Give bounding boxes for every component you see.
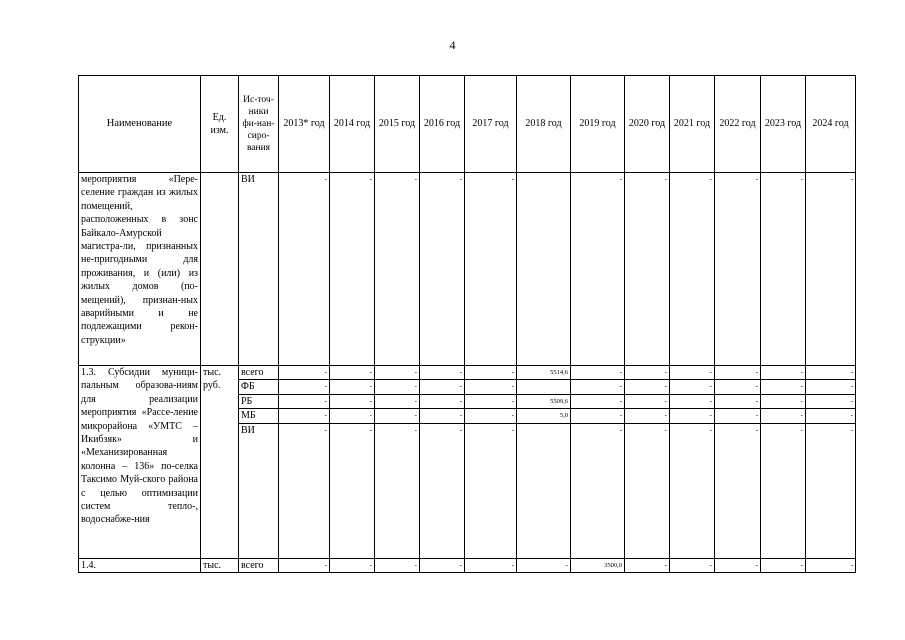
value-cell: -: [375, 380, 420, 394]
value-cell: -: [420, 409, 465, 423]
value-cell: 5,0: [517, 409, 571, 423]
value-cell: -: [279, 394, 330, 408]
value-cell: -: [279, 366, 330, 380]
value-cell: -: [715, 380, 761, 394]
value-cell: -: [420, 380, 465, 394]
value-cell: -: [761, 423, 806, 558]
value-cell: -: [465, 558, 517, 572]
page-number: 4: [449, 38, 456, 52]
value-cell: -: [330, 558, 375, 572]
value-cell: -: [715, 409, 761, 423]
value-cell: -: [571, 423, 625, 558]
value-cell: -: [715, 423, 761, 558]
value-cell: -: [420, 558, 465, 572]
unit-cell: тыс. руб.: [201, 366, 239, 559]
value-cell: 3500,0: [571, 558, 625, 572]
value-cell: -: [375, 366, 420, 380]
value-cell: -: [420, 173, 465, 366]
value-cell: -: [761, 558, 806, 572]
value-cell: -: [715, 366, 761, 380]
table-row: [79, 558, 856, 572]
value-cell: -: [571, 394, 625, 408]
source-cell: ВИ: [239, 423, 279, 558]
value-cell: -: [571, 409, 625, 423]
value-cell: [517, 173, 571, 366]
header-source: Ис-точ-ники фи-нан-сиро-вания: [239, 76, 279, 173]
value-cell: -: [375, 558, 420, 572]
value-cell: 5509,6: [517, 394, 571, 408]
value-cell: -: [625, 394, 670, 408]
value-cell: -: [625, 173, 670, 366]
value-cell: -: [761, 380, 806, 394]
source-cell: всего: [239, 366, 279, 380]
value-cell: -: [761, 366, 806, 380]
table-row: [79, 366, 856, 380]
value-cell: -: [375, 173, 420, 366]
header-year: 2013* год: [279, 76, 330, 173]
value-cell: -: [571, 366, 625, 380]
header-year: 2019 год: [571, 76, 625, 173]
value-cell: -: [806, 409, 856, 423]
measure-name: 1.3. Субсидии муници-пальным образова-ниям для реализации мероприятия «Рассе-ление микрорайона «УМТС – Икибзяк» и «Механизированная колонна – 136» по-селка Таксимо Муй-ского района с целью оптимизации систем тепло-, водоснабже-ния: [79, 366, 201, 559]
unit-cell: [201, 173, 239, 366]
value-cell: -: [806, 394, 856, 408]
value-cell: -: [806, 423, 856, 558]
value-cell: -: [670, 366, 715, 380]
value-cell: -: [806, 558, 856, 572]
funding-table: [78, 75, 856, 573]
header-unit: Ед. изм.: [201, 76, 239, 173]
value-cell: -: [330, 366, 375, 380]
value-cell: -: [761, 409, 806, 423]
value-cell: -: [465, 394, 517, 408]
value-cell: -: [670, 409, 715, 423]
value-cell: -: [715, 558, 761, 572]
header-year: 2024 год: [806, 76, 856, 173]
source-cell: МБ: [239, 409, 279, 423]
source-cell: ВИ: [239, 173, 279, 366]
value-cell: -: [465, 423, 517, 558]
value-cell: -: [625, 423, 670, 558]
value-cell: -: [375, 394, 420, 408]
value-cell: -: [375, 409, 420, 423]
value-cell: -: [806, 366, 856, 380]
value-cell: -: [670, 423, 715, 558]
value-cell: -: [625, 409, 670, 423]
value-cell: -: [761, 394, 806, 408]
header-year: 2014 год: [330, 76, 375, 173]
header-year: 2016 год: [420, 76, 465, 173]
value-cell: -: [279, 173, 330, 366]
value-cell: -: [330, 173, 375, 366]
header-year: 2018 год: [517, 76, 571, 173]
table-row: [79, 173, 856, 366]
source-cell: ФБ: [239, 380, 279, 394]
value-cell: [517, 423, 571, 558]
source-cell: РБ: [239, 394, 279, 408]
value-cell: -: [279, 409, 330, 423]
value-cell: [517, 380, 571, 394]
value-cell: -: [465, 409, 517, 423]
value-cell: 5514,6: [517, 366, 571, 380]
unit-cell: тыс.: [201, 558, 239, 572]
value-cell: -: [420, 423, 465, 558]
value-cell: -: [517, 558, 571, 572]
value-cell: -: [625, 366, 670, 380]
header-year: 2017 год: [465, 76, 517, 173]
value-cell: -: [806, 173, 856, 366]
value-cell: -: [715, 173, 761, 366]
value-cell: -: [420, 394, 465, 408]
header-year: 2021 год: [670, 76, 715, 173]
value-cell: -: [670, 173, 715, 366]
value-cell: -: [571, 173, 625, 366]
value-cell: -: [279, 558, 330, 572]
value-cell: -: [420, 366, 465, 380]
header-year: 2022 год: [715, 76, 761, 173]
measure-name: мероприятия «Пере-селение граждан из жилых помещений, расположенных в зонс Байкало-Амурской магистра-ли, признанных не-пригодными для проживания, и (или) из жилых домов (по-мещений), признан-ных аварийными и не подлежащими рекон-струкции»: [79, 173, 201, 366]
header-row: [79, 76, 856, 173]
value-cell: -: [715, 394, 761, 408]
value-cell: -: [625, 558, 670, 572]
value-cell: -: [279, 380, 330, 394]
source-cell: всего: [239, 558, 279, 572]
value-cell: -: [670, 558, 715, 572]
header-year: 2023 год: [761, 76, 806, 173]
value-cell: -: [330, 409, 375, 423]
value-cell: -: [330, 380, 375, 394]
measure-name: 1.4.: [79, 558, 201, 572]
value-cell: -: [571, 380, 625, 394]
header-year: 2020 год: [625, 76, 670, 173]
header-name: Наименование: [79, 76, 201, 173]
value-cell: -: [279, 423, 330, 558]
value-cell: -: [670, 380, 715, 394]
header-year: 2015 год: [375, 76, 420, 173]
value-cell: -: [465, 366, 517, 380]
value-cell: -: [625, 380, 670, 394]
value-cell: -: [761, 173, 806, 366]
value-cell: -: [465, 173, 517, 366]
value-cell: -: [670, 394, 715, 408]
value-cell: -: [465, 380, 517, 394]
value-cell: -: [330, 423, 375, 558]
value-cell: -: [375, 423, 420, 558]
value-cell: -: [806, 380, 856, 394]
value-cell: -: [330, 394, 375, 408]
